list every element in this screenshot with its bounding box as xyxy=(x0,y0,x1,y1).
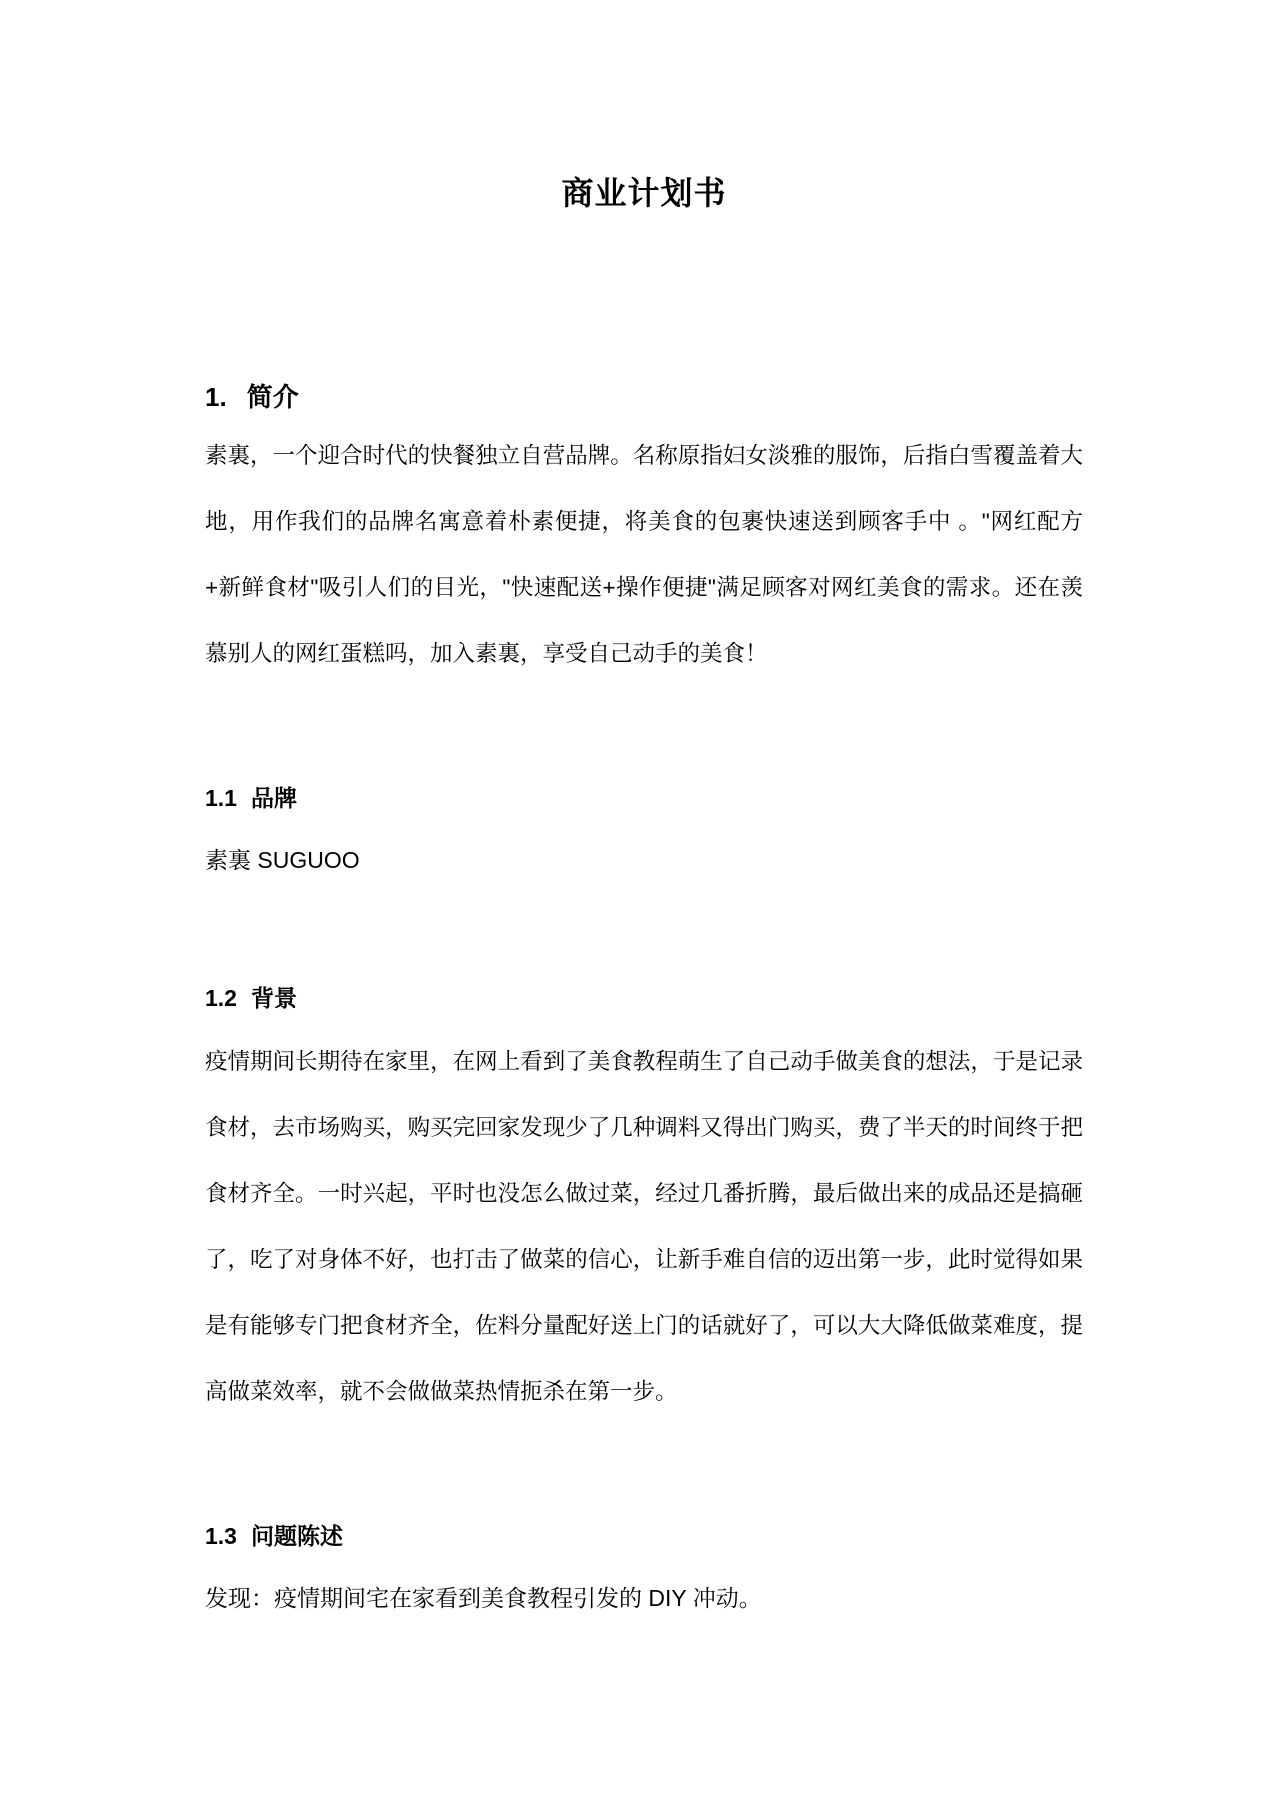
section-1-2-number: 1.2 xyxy=(205,985,237,1011)
section-1-3-heading xyxy=(205,1518,1083,1551)
section-1-1-label: 品牌 xyxy=(250,785,297,811)
section-1-1-number: 1.1 xyxy=(205,785,237,811)
section-1-2-heading xyxy=(205,980,1083,1013)
section-1-3-number: 1.3 xyxy=(205,1523,237,1549)
document-title: 商业计划书 xyxy=(561,175,727,211)
section-1-3-label: 问题陈述 xyxy=(250,1523,343,1549)
section-1-1-body: 素裏 SUGUOO xyxy=(205,847,360,873)
section-1-1-heading xyxy=(205,780,1083,813)
section-1-number: 1. xyxy=(205,382,227,412)
section-1-2-label: 背景 xyxy=(250,985,297,1011)
section-1-3-body: 发现：疫情期间宅在家看到美食教程引发的 DIY 冲动。 xyxy=(205,1585,762,1611)
section-1-body: 素裏，一个迎合时代的快餐独立自营品牌。名称原指妇女淡雅的服饰，后指白雪覆盖着大地，用作我们的品牌名寓意着朴素便捷，将美食的包裹快速送到顾客手中 。"网红配方+新鲜食材"吸引人们的目光，"快速配送+操作便捷"满足顾客对网红美食的需求。还在羡慕别人的网红蛋糕吗，加入素裏，享受自己动手的美食！ xyxy=(205,443,1083,666)
section-1-heading xyxy=(205,377,1083,414)
section-1-label: 简介 xyxy=(246,382,299,412)
section-1-2-body: 疫情期间长期待在家里，在网上看到了美食教程萌生了自己动手做美食的想法，于是记录食材，去市场购买，购买完回家发现少了几种调料又得出门购买，费了半天的时间终于把食材齐全。一时兴起，平时也没怎么做过菜，经过几番折腾，最后做出来的成品还是搞砸了，吃了对身体不好，也打击了做菜的信心，让新手难自信的迈出第一步，此时觉得如果是有能够专门把食材齐全，佐料分量配好送上门的话就好了，可以大大降低做菜难度，提高做菜效率，就不会做做菜热情扼杀在第一步。 xyxy=(205,1049,1083,1404)
